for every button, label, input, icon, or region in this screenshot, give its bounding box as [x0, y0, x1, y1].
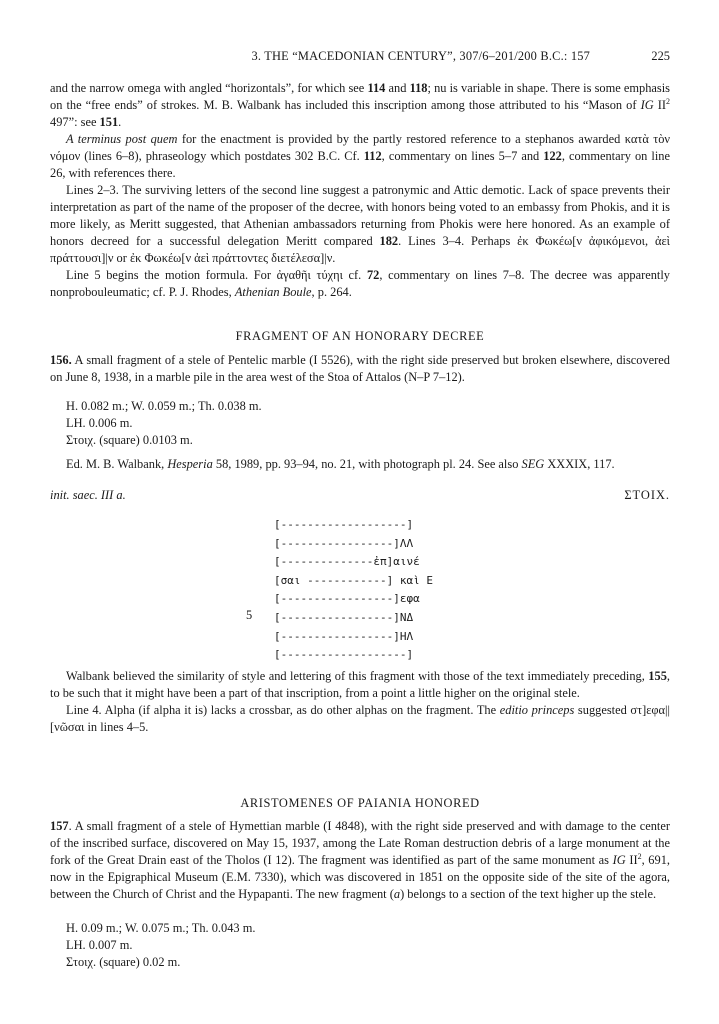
inscription-text: [274, 516, 474, 665]
measurements: H. 0.09 m.; W. 0.075 m.; Th. 0.043 m. LH. 0.007 m. Στοιχ. (square) 0.02 m.: [66, 921, 256, 969]
inscription-line: [-----------------]ΝΔ: [274, 610, 414, 624]
commentary-155: [50, 80, 670, 301]
paragraph: Line 4. Alpha (if alpha it is) lacks a crossbar, as do other alphas on the fragment. The editio princeps suggested στ]εφα||[νῶσαι in lines 4–5.: [50, 703, 671, 734]
entry-description: 156. A small fragment of a stele of Pentelic marble (I 5526), with the right side preserved but broken elsewhere, discovered on June 8, 1938, in a marble pile in the area west of the Stoa of Attalos (N–P 7–12).: [50, 353, 670, 384]
stoichedon-label: ΣΤΟΙΧ.: [624, 488, 670, 502]
edition-reference: Ed. M. B. Walbank, Hesperia 58, 1989, pp. 93–94, no. 21, with photograph pl. 24. See also SEG XXXIX, 117.: [66, 457, 615, 471]
paragraph: and the narrow omega with angled “horizontals”, for which see 114 and 118; nu is variable in shape. There is some emphasis on the “free ends” of strokes. M. B. Walbank has included this inscription among those attributed to his “Mason of IG $II^2$ 497”: see 151.: [50, 81, 670, 129]
line-number: 5: [246, 608, 253, 622]
commentary-156: [50, 668, 670, 736]
paragraph: A terminus post quem for the enactment is provided by the partly restored reference to a stephanos awarded κατὰ τὸν νόμον (lines 6–8), phraseology which postdates 302 B.C. Cf. 112, commentary on lines 5–7 and 122, commentary on line 26, with references there.: [50, 132, 671, 180]
inscription-line: [-------------------]: [274, 648, 414, 662]
entry-description: 157. A small fragment of a stele of Hymettian marble (I 4848), with the right side preserved and with damage to the center of the inscribed surface, discovered on May 15, 1937, among the Late Roman destruction debris of a large monument at the fork of the Great Drain east of the Tholos (I 12). The fragment was identified as part of the same monument as IG $II^2$, 691, now in the Epigraphical Museum (E.M. 7330), which was discovered in 1851 on the opposite side of the site of the agora, between the Church of Christ and the Hypapanti. The new fragment (a) belongs to a section of the text higher up the stele.: [50, 819, 670, 901]
inscription-line: [-----------------]εφα: [274, 592, 420, 606]
paragraph: Line 5 begins the motion formula. For ἀγαθῆι τύχηι cf. 72, commentary on lines 7–8. The decree was apparently nonprobouleumatic; cf. P. J. Rhodes, Athenian Boule, p. 264.: [50, 268, 670, 299]
paragraph: Walbank believed the similarity of style and lettering of this fragment with those of the text immediately preceding, 155, to be such that it might have been a part of that inscription, from a point a little higher on the original stele.: [50, 669, 670, 700]
measurements: H. 0.082 m.; W. 0.059 m.; Th. 0.038 m. LH. 0.006 m. Στοιχ. (square) 0.0103 m.: [66, 399, 262, 447]
date: init. saec. III a.: [50, 488, 126, 502]
page-number: 225: [651, 49, 670, 63]
inscription-line: [-------------------]: [274, 518, 414, 531]
paragraph: Lines 2–3. The surviving letters of the second line suggest a patronymic and Attic demotic. Lack of space prevents their interpretation as part of the name of the proposer of the decree, with honors being voted to an embassy from Phokis, and it is more likely, as Meritt suggested, that Athenian ambassadors returning from Phokis were here honored. As an example of honors decreed for a successful delegation Meritt compared 182. Lines 3–4. Perhaps ἐκ Φωκέω[ν ἀφικόμενοι, ἀεὶ πράττουσι]|ν or ἐκ Φωκέω[ν ἀεὶ πράττοντες διετέλεσα]|ν.: [50, 183, 670, 265]
running-title: 3. THE “MACEDONIAN CENTURY”, 307/6–201/200 B.C.: 157: [251, 49, 590, 63]
inscription-line: [-----------------]ΛΛ: [274, 536, 414, 550]
inscription-line: [σαι ------------] καὶ Ε: [274, 573, 433, 587]
entry-156: [50, 352, 670, 386]
section-heading: ARISTOMENES OF PAIANIA HONORED: [240, 796, 480, 810]
running-header: [50, 48, 670, 65]
inscription-line: [--------------ἐπ]αινέ: [274, 555, 420, 569]
inscription-line: [-----------------]ΗΛ: [274, 629, 414, 643]
section-heading: FRAGMENT OF AN HONORARY DECREE: [235, 329, 485, 343]
entry-157: [50, 818, 670, 903]
